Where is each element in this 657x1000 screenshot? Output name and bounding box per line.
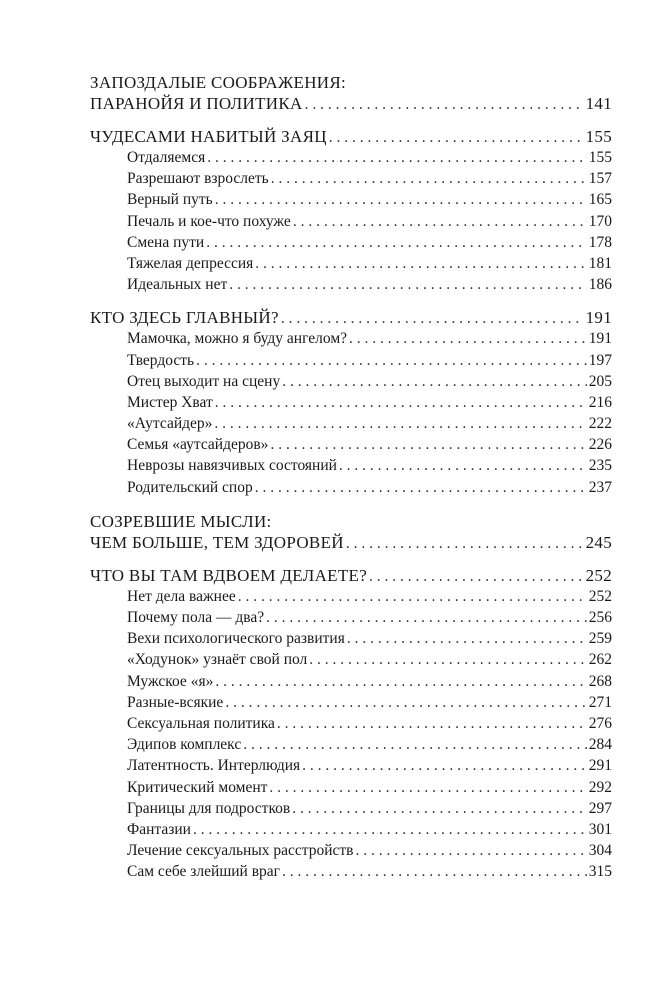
subsection-entry[interactable] xyxy=(90,736,612,757)
page-number: 191 xyxy=(588,330,612,348)
subsection-entry[interactable] xyxy=(90,255,612,276)
subsection-title: Мамочка, можно я буду ангелом? xyxy=(127,330,348,348)
dot-leader xyxy=(255,255,586,273)
toc-section xyxy=(90,511,612,555)
dot-leader xyxy=(193,821,587,839)
page-number: 291 xyxy=(588,757,612,775)
dot-leader xyxy=(349,330,587,348)
toc-section xyxy=(90,127,612,297)
dot-leader xyxy=(339,457,587,475)
subsection-entry[interactable] xyxy=(90,213,612,234)
dot-leader xyxy=(196,352,587,370)
page-number: 186 xyxy=(588,276,612,294)
page-number: 284 xyxy=(588,736,612,754)
subsection-entry[interactable] xyxy=(90,352,612,373)
page-number: 292 xyxy=(588,778,612,796)
dot-leader xyxy=(215,394,587,412)
subsection-entry[interactable] xyxy=(90,651,612,672)
subsection-entry[interactable] xyxy=(90,234,612,255)
subsection-title: Критический момент xyxy=(127,778,268,796)
page-number: 181 xyxy=(588,254,612,272)
page-number: 235 xyxy=(588,457,612,475)
subsection-entry[interactable] xyxy=(90,673,612,694)
chapter-entry[interactable] xyxy=(90,566,612,588)
dot-leader xyxy=(293,213,587,231)
dot-leader xyxy=(282,373,587,391)
dot-leader xyxy=(346,535,584,553)
dot-leader xyxy=(266,609,587,627)
toc-section xyxy=(90,308,612,500)
subsection-title: Неврозы навязчивых состояний xyxy=(127,457,337,475)
subsection-title: Родительский спор xyxy=(127,478,253,496)
page-number: 216 xyxy=(588,393,612,411)
subsection-entry[interactable] xyxy=(90,779,612,800)
dot-leader xyxy=(206,234,587,252)
subsection-title: Семья «аутсайдеров» xyxy=(127,436,269,454)
dot-leader xyxy=(269,779,586,797)
subsection-entry[interactable] xyxy=(90,373,612,394)
chapter-title: ПАРАНОЙЯ И ПОЛИТИКА xyxy=(90,94,303,113)
subsection-entry[interactable] xyxy=(90,821,612,842)
dot-leader xyxy=(214,415,586,433)
dot-leader xyxy=(207,149,587,167)
toc-section xyxy=(90,566,612,885)
dot-leader xyxy=(225,694,586,712)
subsection-title: Нет дела важнее xyxy=(127,587,236,605)
subsection-entry[interactable] xyxy=(90,191,612,212)
page-number: 155 xyxy=(585,127,612,146)
dot-leader xyxy=(277,715,587,733)
subsection-entry[interactable] xyxy=(90,457,612,478)
page-number: 252 xyxy=(585,565,612,585)
page-number: 178 xyxy=(588,233,612,251)
dot-leader xyxy=(369,568,584,586)
subsection-entry[interactable] xyxy=(90,609,612,630)
subsection-entry[interactable] xyxy=(90,630,612,651)
subsection-entry[interactable] xyxy=(90,757,612,778)
subsection-entry[interactable] xyxy=(90,588,612,609)
subsection-title: Печаль и кое-что похуже xyxy=(127,212,291,230)
page-number: 304 xyxy=(588,842,612,860)
page-number: 315 xyxy=(588,863,612,881)
subsection-title: Отдаляемся xyxy=(127,149,206,166)
subsection-entry[interactable] xyxy=(90,330,612,351)
dot-leader xyxy=(270,436,586,454)
subsection-title: Тяжелая депрессия xyxy=(127,254,254,272)
page-number: 141 xyxy=(585,94,612,113)
subsection-title: Почему пола — два? xyxy=(127,609,265,626)
subsection-title: Латентность. Интерлюдия xyxy=(127,757,301,775)
page-number: 157 xyxy=(588,170,612,188)
subsection-title: Верный путь xyxy=(127,191,213,209)
subsection-entry[interactable] xyxy=(90,800,612,821)
dot-leader xyxy=(282,863,587,881)
subsection-entry[interactable] xyxy=(90,842,612,863)
dot-leader xyxy=(302,757,587,775)
subsection-title: «Аутсайдер» xyxy=(127,415,213,433)
chapter-title: ЧЕМ БОЛЬШЕ, ТЕМ ЗДОРОВЕЙ xyxy=(90,532,344,552)
table-of-contents xyxy=(90,72,612,895)
chapter-title: ЧУДЕСАМИ НАБИТЫЙ ЗАЯЦ xyxy=(90,127,327,146)
subsection-title: Разрешают взрослеть xyxy=(127,170,269,188)
page-number: 245 xyxy=(585,532,612,552)
subsection-title: Лечение сексуальных расстройств xyxy=(127,842,354,860)
chapter-title: КТО ЗДЕСЬ ГЛАВНЫЙ? xyxy=(90,308,279,328)
page-number: 271 xyxy=(588,693,612,711)
subsection-title: «Ходунок» узнаёт свой пол xyxy=(127,651,308,669)
dot-leader xyxy=(356,842,587,860)
dot-leader xyxy=(271,170,587,188)
chapter-entry[interactable] xyxy=(90,308,612,330)
dot-leader xyxy=(243,736,587,754)
chapter-entry[interactable] xyxy=(90,533,612,555)
page-number: 170 xyxy=(588,212,612,230)
subsection-title: Сам себе злейший враг xyxy=(127,863,281,881)
page-number: 222 xyxy=(588,415,612,433)
subsection-title: Мужское «я» xyxy=(127,672,214,690)
chapter-title: ЧТО ВЫ ТАМ ВДВОЕМ ДЕЛАЕТЕ? xyxy=(90,565,368,585)
subsection-entry[interactable] xyxy=(90,149,612,170)
page-number: 205 xyxy=(588,372,612,390)
subsection-entry[interactable] xyxy=(90,436,612,457)
subsection-entry[interactable] xyxy=(90,276,612,297)
page-number: 226 xyxy=(588,436,612,454)
chapter-title-line: ЗАПОЗДАЛЫЕ СООБРАЖЕНИЯ: xyxy=(90,73,347,92)
subsection-entry[interactable] xyxy=(90,415,612,436)
subsection-title: Идеальных нет xyxy=(127,276,228,294)
page-number: 276 xyxy=(588,714,612,732)
subsection-title: Границы для подростков xyxy=(127,799,291,817)
subsection-title: Твердость xyxy=(127,351,195,369)
chapter-entry[interactable] xyxy=(90,94,612,116)
subsection-entry[interactable] xyxy=(90,479,612,500)
dot-leader xyxy=(229,276,586,294)
page-number: 301 xyxy=(588,820,612,838)
page-number: 165 xyxy=(588,191,612,209)
page-number: 191 xyxy=(585,308,612,328)
dot-leader xyxy=(215,191,587,209)
chapter-entry[interactable] xyxy=(90,127,612,149)
subsection-entry[interactable] xyxy=(90,170,612,191)
subsection-title: Мистер Хват xyxy=(127,393,213,411)
dot-leader xyxy=(347,630,587,648)
page-number: 197 xyxy=(588,351,612,369)
subsection-entry[interactable] xyxy=(90,394,612,415)
subsection-title: Вехи психологического развития xyxy=(127,630,345,648)
page-number: 297 xyxy=(588,799,612,817)
toc-section xyxy=(90,72,612,116)
dot-leader xyxy=(215,673,586,691)
page-number: 268 xyxy=(588,672,612,690)
subsection-title: Фантазии xyxy=(127,820,191,838)
page-number: 252 xyxy=(588,587,612,605)
page-number: 256 xyxy=(588,609,612,626)
dot-leader xyxy=(309,651,586,669)
dot-leader xyxy=(238,588,587,606)
page-number: 262 xyxy=(588,651,612,669)
page-number: 237 xyxy=(588,478,612,496)
subsection-entry[interactable] xyxy=(90,694,612,715)
chapter-title-line: СОЗРЕВШИЕ МЫСЛИ: xyxy=(90,511,272,531)
subsection-title: Разные-всякие xyxy=(127,693,224,711)
subsection-title: Отец выходит на сцену xyxy=(127,372,281,390)
dot-leader xyxy=(329,129,584,147)
dot-leader xyxy=(281,310,584,328)
subsection-title: Сексуальная политика xyxy=(127,714,275,732)
dot-leader xyxy=(292,800,587,818)
subsection-entry[interactable] xyxy=(90,863,612,884)
subsection-entry[interactable] xyxy=(90,715,612,736)
dot-leader xyxy=(255,479,587,497)
subsection-title: Эдипов комплекс xyxy=(127,736,242,754)
page-number: 259 xyxy=(588,630,612,648)
dot-leader xyxy=(305,96,584,114)
subsection-title: Смена пути xyxy=(127,233,205,251)
page-number: 155 xyxy=(588,149,612,166)
